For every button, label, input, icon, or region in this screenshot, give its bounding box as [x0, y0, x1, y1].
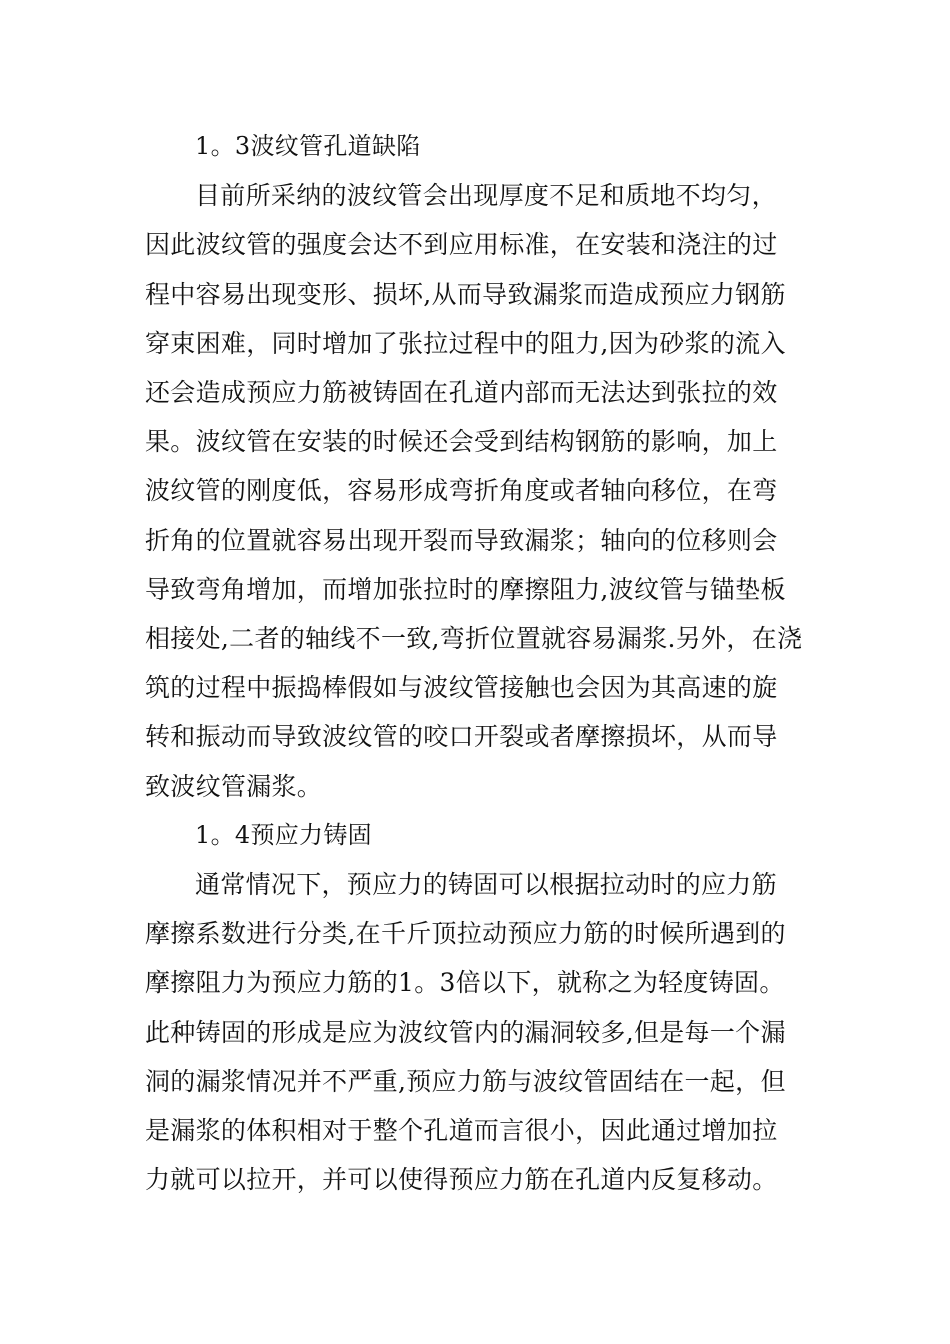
text-line: 是漏浆的体积相对于整个孔道而言很小，因此通过增加拉: [145, 1116, 778, 1146]
text-line: 因此波纹管的强度会达不到应用标准，在安装和浇注的过: [145, 230, 778, 260]
text-line: 筑的过程中振捣棒假如与波纹管接触也会因为其高速的旋: [145, 673, 778, 703]
text-line: 力就可以拉开，并可以使得预应力筋在孔道内反复移动。: [145, 1165, 778, 1195]
text-line: 摩擦阻力为预应力筋的1。3倍以下，就称之为轻度铸固。: [145, 968, 785, 998]
section-heading: 1。3波纹管孔道缺陷: [195, 132, 421, 160]
text-line: 洞的漏浆情况并不严重,预应力筋与波纹管固结在一起，但: [145, 1066, 786, 1096]
text-line: 穿束困难，同时增加了张拉过程中的阻力,因为砂浆的流入: [145, 328, 786, 358]
section-heading: 1。4预应力铸固: [195, 820, 372, 849]
text-line: 致波纹管漏浆。: [145, 771, 323, 801]
document-body: [145, 122, 810, 1204]
text-line: 摩擦系数进行分类,在千斤顶拉动预应力筋的时候所遇到的: [145, 919, 786, 949]
text-line: 波纹管的刚度低，容易形成弯折角度或者轴向移位，在弯: [145, 476, 778, 506]
paragraph: [145, 860, 810, 1204]
section-prestress-seizure: [145, 811, 810, 1205]
text-line: 果。波纹管在安装的时候还会受到结构钢筋的影响，加上: [145, 427, 778, 457]
text-line: 转和振动而导致波纹管的咬口开裂或者摩擦损坏，从而导: [145, 722, 778, 752]
text-line: 相接处,二者的轴线不一致,弯折位置就容易漏浆.另外，在浇: [145, 624, 803, 654]
text-line: 程中容易出现变形、损坏,从而导致漏浆而造成预应力钢筋: [145, 279, 786, 309]
section-corrugated-duct-defects: [145, 122, 810, 811]
text-line: 还会造成预应力筋被铸固在孔道内部而无法达到张拉的效: [145, 378, 778, 408]
text-line: 此种铸固的形成是应为波纹管内的漏洞较多,但是每一个漏: [145, 1017, 786, 1047]
paragraph: [145, 171, 810, 811]
text-line: 目前所采纳的波纹管会出现厚度不足和质地不均匀，: [195, 181, 777, 211]
text-line: 通常情况下，预应力的铸固可以根据拉动时的应力筋: [195, 870, 777, 900]
text-line: 导致弯角增加，而增加张拉时的摩擦阻力,波纹管与锚垫板: [145, 574, 786, 604]
text-line: 折角的位置就容易出现开裂而导致漏浆；轴向的位移则会: [145, 525, 778, 555]
